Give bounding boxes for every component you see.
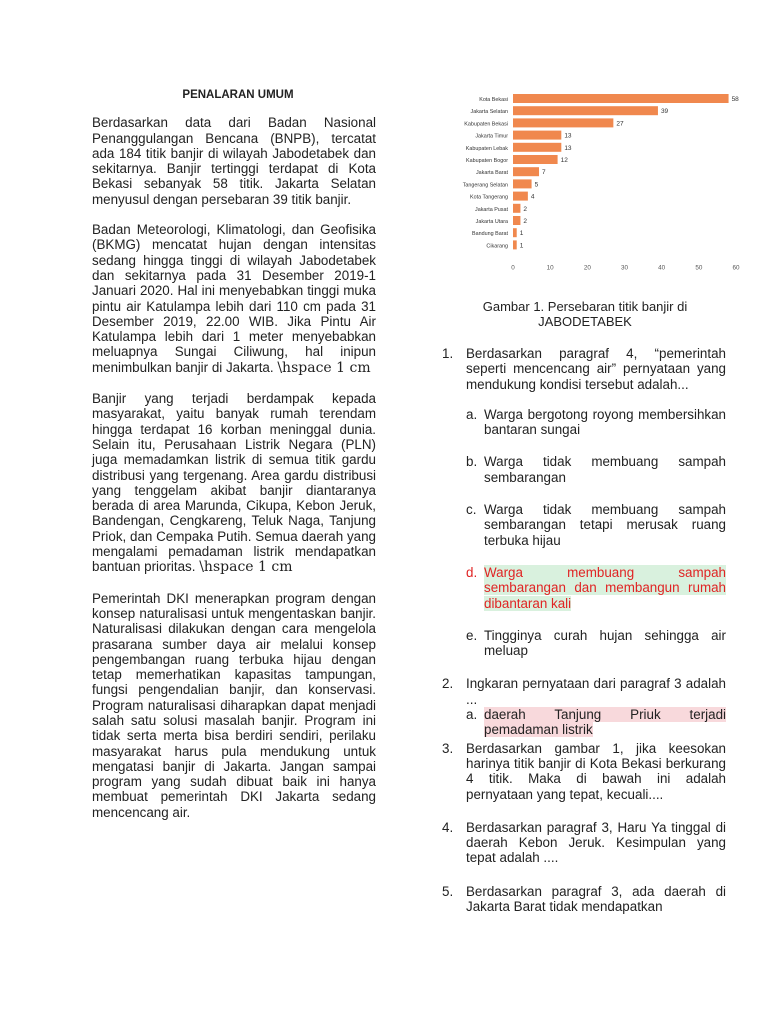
option-letter: e. <box>466 627 478 643</box>
category-label-5: Kabupaten Lebak <box>465 145 508 152</box>
category-label-3: Kabupaten Bekasi <box>464 121 508 128</box>
bar-8 <box>513 179 532 188</box>
option-letter: c. <box>466 502 477 518</box>
category-label-10: Jakarta Pusat <box>475 206 508 213</box>
option-1d-answer <box>442 565 726 611</box>
bar-1 <box>513 94 729 103</box>
question-list <box>442 346 726 914</box>
question-text: Ingkaran pernyataan dari paragraf 3 adalah ... <box>466 676 726 707</box>
value-label-3: 27 <box>616 120 624 128</box>
option-letter: a. <box>466 406 478 422</box>
value-label-9: 4 <box>530 193 535 201</box>
article-column <box>92 88 376 835</box>
option-text: Warga tidak membuang sampah sembarangan <box>484 454 726 485</box>
paragraph-2 <box>92 222 376 376</box>
question-text: Berdasarkan paragraf 3, Haru Ya tinggal di daerah Kebon Jeruk. Kesimpulan yang tepat adalah .... <box>466 819 726 866</box>
value-label-7: 7 <box>542 169 546 177</box>
bar-12 <box>513 228 517 237</box>
bar-3 <box>513 118 613 127</box>
paragraph-3-text: Banjir yang terjadi berdampak kepada masyarakat, yaitu banyak rumah terendam hingga terdapat 16 korban meninggal dunia. Selain itu, Perusahaan Listrik Negara (PLN) juga memadamkan listrik di semua titik gardu distribusi yang tergenang. Area gardu distribusi yang tenggelam akibat banjir diantaranya berada di area Marunda, Cikupa, Kebon Jeruk, Bandengan, Cengkareng, Teluk Naga, Tanjung Priok, dan Cempaka Putih. Semua daerah yang mengalami pemadaman listrik mendapatkan bantuan prioritas. <box>92 391 376 575</box>
option-1a <box>442 407 726 438</box>
category-label-6: Kabupaten Bogor <box>466 158 508 164</box>
category-label-1: Kota Bekasi <box>479 97 508 103</box>
value-label-10: 2 <box>523 205 528 213</box>
question-5 <box>442 884 726 915</box>
option-text: Tingginya curah hujan sehingga air meluap <box>484 627 726 659</box>
value-label-2: 39 <box>660 108 669 116</box>
category-label-4: Jakarta Timur <box>475 133 508 140</box>
highlighted-answer-text: Warga membuang sampah sembarangan dan membangun rumah dibantaran kali <box>484 564 726 611</box>
bar-10 <box>513 204 520 213</box>
value-label-6: 12 <box>560 157 568 164</box>
question-number: 5. <box>442 883 454 899</box>
question-4 <box>442 820 726 866</box>
value-label-4: 13 <box>564 132 572 140</box>
bar-13 <box>513 240 517 249</box>
value-label-8: 5 <box>534 181 539 189</box>
category-label-12: Bandung Barat <box>472 231 508 238</box>
question-1 <box>442 346 726 392</box>
document-title: PENALARAN UMUM <box>182 89 294 101</box>
category-label-8: Tangerang Selatan <box>462 182 508 189</box>
hspace-artifact: \hspace 1 cm <box>199 559 293 576</box>
bar-5 <box>513 143 561 152</box>
option-text: Warga tidak membuang sampah sembarangan tetapi merusak ruang terbuka hijau <box>484 502 726 548</box>
question-number: 1. <box>442 346 454 361</box>
paragraph-4: Pemerintah DKI menerapkan program dengan konsep naturalisasi untuk mengentaskan banjir. Naturalisasi dilakukan dengan cara mengelola prasarana sumber daya air melalui konsep pengembangan ruang terbuka hijau dengan tetap memerhatikan kapasitas tampungan, fungsi pengendalian banjir, dan konservasi. Program naturalisasi diharapkan dapat menjadi salah satu solusi masalah banjir. Program ini tidak serta merta bisa berdiri sendiri, perilaku masyarakat harus pula mendukung untuk mengatasi banjir di Jakarta. Jangan sampai program yang sudah dibuat baik ini hanya membuat pemerintah DKI Jakarta sedang mencencang air. <box>92 590 376 820</box>
x-tick-label-5: 40 <box>658 264 666 272</box>
value-label-5: 13 <box>564 144 572 152</box>
value-label-12: 1 <box>519 230 524 238</box>
category-label-2: Jakarta Selatan <box>470 109 508 116</box>
bar-2 <box>513 106 658 115</box>
x-tick-label-2: 10 <box>546 264 554 272</box>
bar-6 <box>513 155 558 164</box>
question-2 <box>442 676 726 707</box>
highlighted-option-text: daerah Tanjung Priuk terjadi pemadaman listrik <box>484 707 726 738</box>
bar-9 <box>513 192 528 201</box>
x-tick-label-6: 50 <box>695 264 703 272</box>
x-tick-label-3: 20 <box>583 264 591 272</box>
category-label-9: Kota Tangerang <box>470 194 508 201</box>
x-tick-label-7: 60 <box>732 264 740 272</box>
hspace-artifact: \hspace 1 cm <box>277 359 371 376</box>
figure-caption: Gambar 1. Persebaran titik banjir di JABODETABEK <box>482 299 688 329</box>
question-text: Berdasarkan gambar 1, jika keesokan harinya titik banjir di Kota Bekasi berkurang 4 titik. Maka di bawah ini adalah pernyataan yang tepat, kecuali.... <box>466 740 726 802</box>
bar-chart-svg <box>448 86 748 286</box>
paragraph-1: Berdasarkan data dari Badan Nasional Penanggulangan Bencana (BNPB), tercatat ada 184 titik banjir di wilayah Jabodetabek dan sekitarnya. Banjir tertinggi terdapat di Kota Bekasi sebanyak 58 titik. Jakarta Selatan menyusul dengan persebaran 39 titik banjir. <box>92 115 376 207</box>
question-text: Berdasarkan paragraf 4, “pemerintah seperti mencencang air” pernyataan yang mendukung kondisi tersebut adalah... <box>466 346 726 392</box>
bar-11 <box>513 216 520 225</box>
category-label-7: Jakarta Barat <box>475 170 508 177</box>
value-label-11: 2 <box>523 218 528 225</box>
value-label-1: 58 <box>731 96 739 103</box>
option-letter: d. <box>466 564 478 580</box>
option-text: Warga bergotong royong membersihkan bantaran sungai <box>484 406 726 438</box>
option-letter: b. <box>466 454 478 470</box>
question-3 <box>442 741 726 802</box>
value-label-13: 1 <box>519 242 524 250</box>
paragraph-2-text: Badan Meteorologi, Klimatologi, dan Geofisika (BKMG) mencatat hujan dengan intensitas sedang hingga tinggi di wilayah Jabodetabek dan sekitarnya pada 31 Desember 2019-1 Januari 2020. Hal ini menyebabkan tinggi muka pintu air Katulampa lebih dari 110 cm pada 31 Desember 2019, 22.00 WIB. Jika Pintu Air Katulampa lebih dari 1 meter menyebabkan meluapnya Sungai Ciliwung, hal inipun menimbulkan banjir di Jakarta. <box>92 222 376 375</box>
x-tick-label-1: 0 <box>511 264 515 272</box>
option-1b <box>442 454 726 485</box>
category-label-13: Cikarang <box>486 243 508 250</box>
question-number: 4. <box>442 819 454 835</box>
bar-4 <box>513 131 561 140</box>
option-1c <box>442 502 726 548</box>
option-letter: a. <box>466 707 478 723</box>
x-tick-label-4: 30 <box>620 264 629 272</box>
question-text: Berdasarkan paragraf 3, ada daerah di Jakarta Barat tidak mendapatkan <box>466 883 726 915</box>
option-2a <box>442 707 726 738</box>
flood-points-chart <box>448 86 748 286</box>
bar-7 <box>513 167 539 176</box>
question-number: 3. <box>442 740 454 756</box>
category-label-11: Jakarta Utara <box>475 219 508 225</box>
question-number: 2. <box>442 676 454 692</box>
paragraph-3 <box>92 391 376 576</box>
option-1e <box>442 628 726 659</box>
